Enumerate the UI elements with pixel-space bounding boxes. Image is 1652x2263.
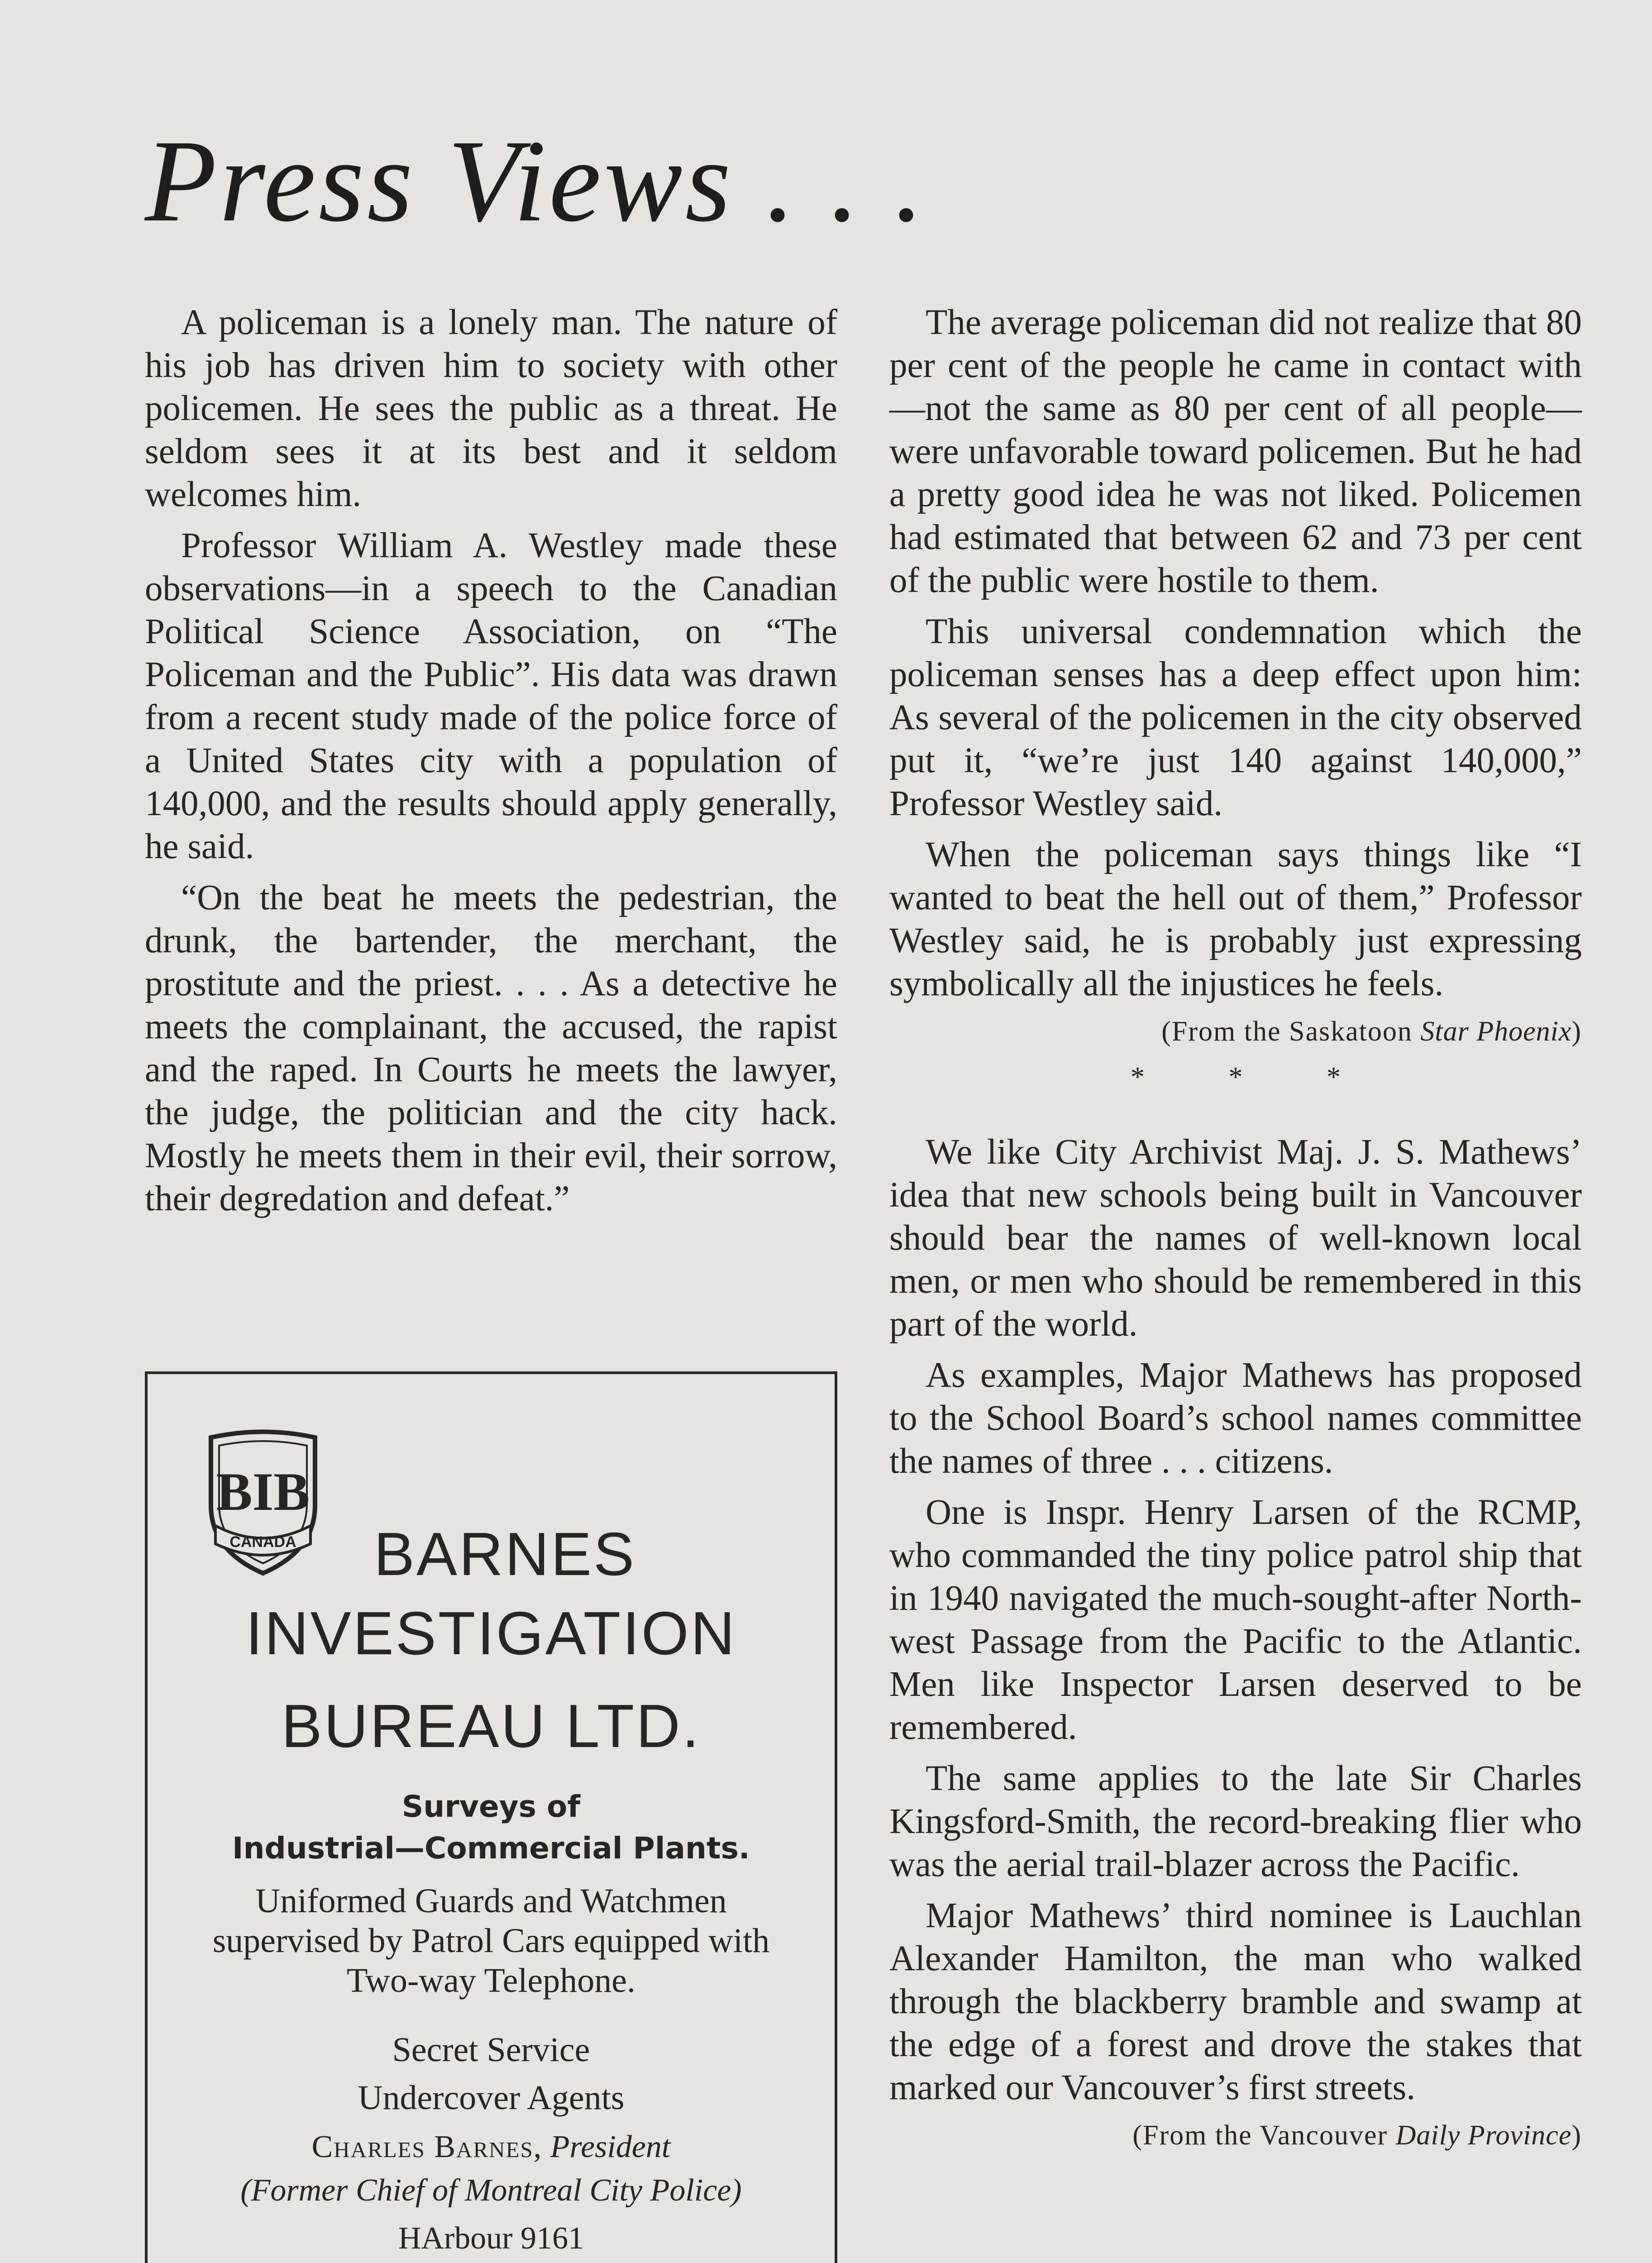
article-paragraph: This universal condemnation which the policeman senses has a deep effect upon him: As several of the policemen in the city observed put it, “we’re just 140 against 140,000,” Professor Westley said.: [889, 612, 1582, 823]
section-separator: * * *: [1131, 1062, 1341, 1093]
source-credit: (From the Vancouver Daily Province): [1132, 2120, 1582, 2151]
article-paragraph: We like City Archivist Maj. J. S. Mathews’ idea that new schools being built in Vancouver should bear the names of well-known local men, or men who should be remembered in this part of the world.: [889, 1132, 1582, 1344]
services-heading: Surveys of Industrial—Commercial Plants.: [232, 1789, 750, 1866]
article-paragraph: As examples, Major Mathews has proposed to the School Board’s school names committee the names of three . . . citizens.: [889, 1356, 1582, 1481]
guards-description: Uniformed Guards and Watchmen supervised by Patrol Cars equipped with Two-way Telephone.: [212, 1882, 770, 2000]
article-paragraph: One is Inspr. Henry Larsen of the RCMP, who commanded the tiny police patrol ship that in 1940 navigated the much-sought-after North-west Passage from the Pacific to the Atlantic. Men like Inspector Larsen deserved to be remembered.: [889, 1493, 1582, 1747]
phone-number: HArbour 9161: [398, 2221, 584, 2256]
logo-letters: BIB: [216, 1461, 310, 1522]
president-info: Charles Barnes, President (Former Chief of Montreal City Police): [240, 2129, 742, 2208]
company-name-line2: INVESTIGATION: [245, 1599, 737, 1667]
source-credit: (From the Saskatoon Star Phoenix): [1161, 1016, 1582, 1047]
page-title: Press Views . . .: [145, 116, 926, 246]
company-name-line3: BUREAU LTD.: [281, 1692, 701, 1760]
article-paragraph: “On the beat he meets the pedestrian, the drunk, the bartender, the merchant, the prostitute and the priest. . . . As a detective he meets the complainant, the accused, the rapist and the raped. In Courts he meets the lawyer, the judge, the politician and the city hack. Mostly he meets them in their evil, their sorrow, their degredation and defeat.”: [145, 878, 837, 1218]
article-paragraph: Major Mathews’ third nominee is Lauchlan Alexander Hamilton, the man who walked through the blackberry bramble and swamp at the edge of a forest and drove the stakes that marked our Vancouver’s first streets.: [889, 1896, 1582, 2107]
article-paragraph: Professor William A. Westley made these observations—in a speech to the Canadian Political Science Association, on “The Policeman and the Public”. His data was drawn from a recent study made of the police force of a United States city with a population of 140,000, and the results should apply generally, he said.: [145, 526, 837, 866]
right-column: [889, 301, 1582, 2160]
advertisement-box: [145, 1371, 837, 2263]
article-paragraph: A policeman is a lonely man. The nature of his job has driven him to society with other policemen. He sees the public as a threat. He seldom sees it at its best and it seldom welcomes him.: [145, 303, 837, 514]
secret-service-list: Secret Service Undercover Agents: [358, 2031, 625, 2117]
article-paragraph: When the policeman says things like “I wanted to beat the hell out of them,” Professor Westley said, he is probably just expressing symbolically all the injustices he feels.: [889, 835, 1582, 1003]
article-paragraph: The average policeman did not realize that 80 per cent of the people he came in contact with—not the same as 80 per cent of all people—were unfavorable toward policemen. But he had a pretty good idea he was not liked. Policemen had estimated that between 62 and 73 per cent of the public were hostile to them.: [889, 303, 1582, 600]
shield-logo-icon: [202, 1428, 324, 1578]
logo-banner: CANADA: [229, 1533, 296, 1551]
left-column: [145, 301, 837, 1228]
company-name-line1: BARNES: [374, 1520, 636, 1588]
article-paragraph: The same applies to the late Sir Charles Kingsford-Smith, the record-breaking flier who was the aerial trail-blazer across the Pacific.: [889, 1759, 1582, 1884]
